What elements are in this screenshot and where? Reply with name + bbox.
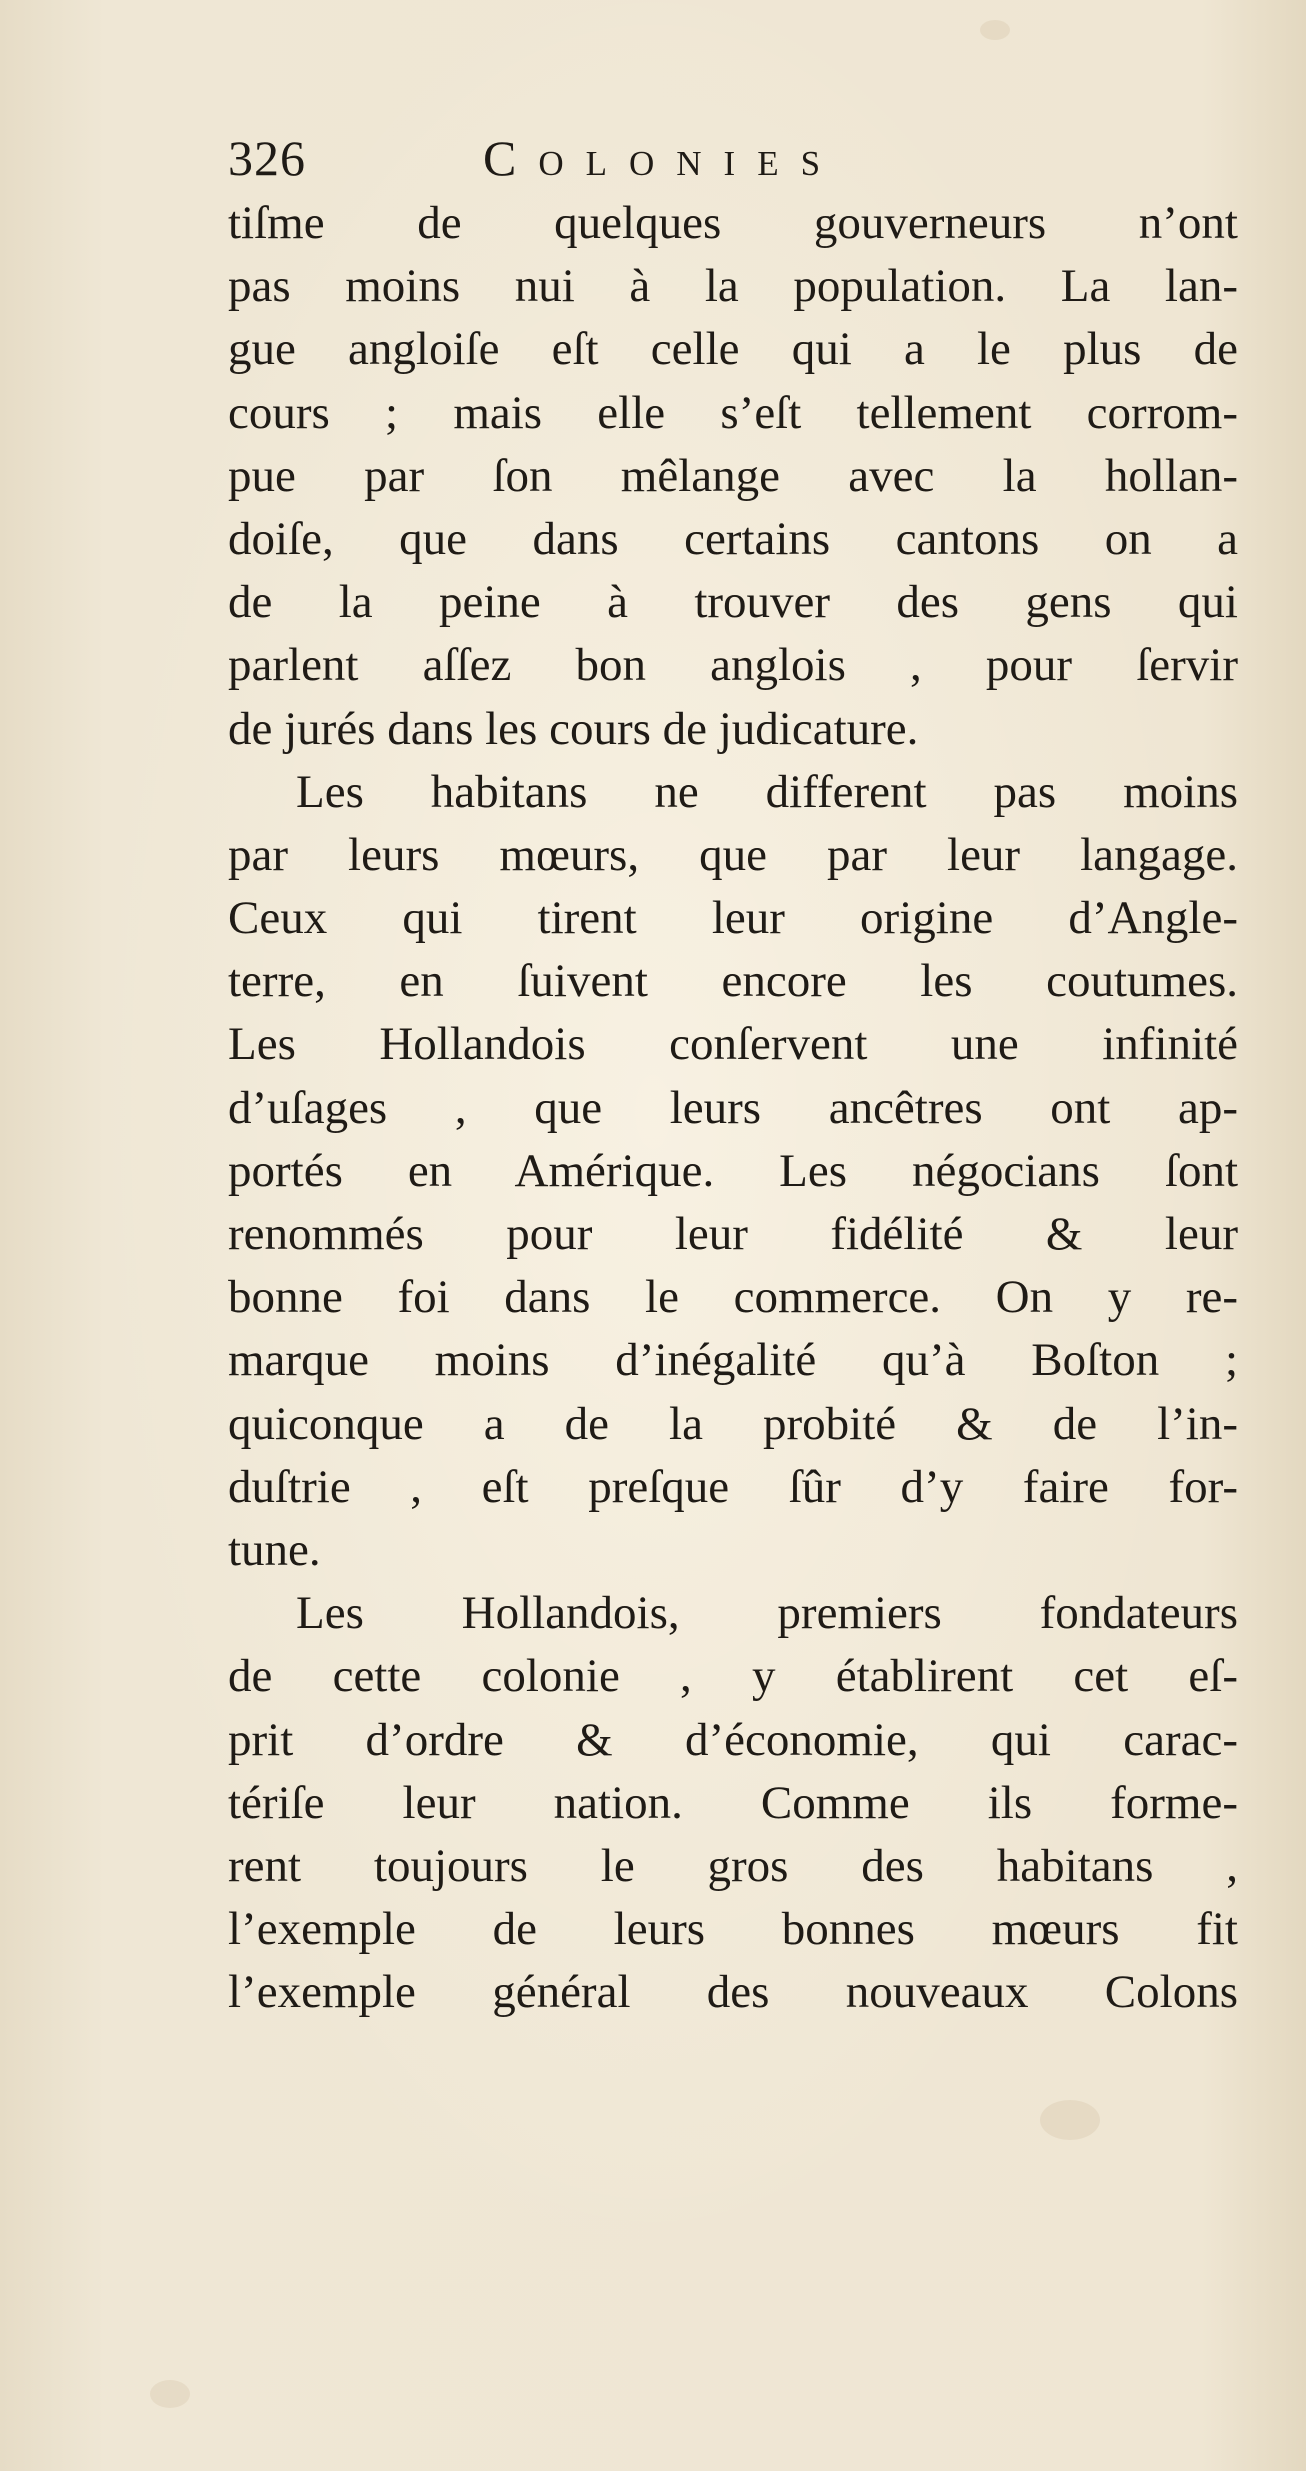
text-line: Les habitans ne different pas moins — [296, 765, 1238, 818]
text-line: pue par ſon mêlange avec la hollan- — [228, 449, 1238, 502]
text-line: tiſme de quelques gouverneurs n’ont — [228, 197, 1238, 249]
text-line: Les Hollandois conſervent une infinité — [228, 1018, 1238, 1071]
text-line: de jurés dans les cours de judicature. — [228, 702, 919, 755]
text-line: renommés pour leur fidélité & leur — [228, 1208, 1238, 1260]
text-line: de la peine à trouver des gens qui — [228, 576, 1238, 629]
text-line: quiconque a de la probité & de l’in- — [228, 1397, 1238, 1450]
paper-stain — [1040, 2100, 1100, 2140]
text-line: prit d’ordre & d’économie, qui carac- — [228, 1713, 1238, 1766]
running-title: Colonies — [483, 130, 843, 186]
text-line: l’exemple de leurs bonnes mœurs fit — [228, 1903, 1238, 1956]
text-line: doiſe, que dans certains cantons on a — [228, 512, 1238, 565]
text-line: bonne foi dans le commerce. On y re- — [228, 1271, 1238, 1324]
text-line: marque moins d’inégalité qu’à Boſton ; — [228, 1334, 1238, 1387]
text-line: tune. — [228, 1523, 321, 1576]
text-line: cours ; mais elle s’eſt tellement corrom- — [228, 386, 1238, 439]
paper-stain — [150, 2380, 190, 2408]
text-line: Les Hollandois, premiers fondateurs — [296, 1587, 1238, 1640]
text-line: d’uſages , que leurs ancêtres ont ap- — [228, 1081, 1238, 1134]
text-line: l’exemple général des nouveaux Colons — [228, 1966, 1238, 2019]
text-line: rent toujours le gros des habitans , — [228, 1839, 1238, 1892]
body-text — [228, 192, 1238, 2024]
text-line: tériſe leur nation. Comme ils forme- — [228, 1776, 1238, 1829]
text-line: pas moins nui à la population. La lan- — [228, 260, 1238, 313]
text-line: Ceux qui tirent leur origine d’Angle- — [228, 892, 1238, 945]
text-line: portés en Amérique. Les négocians ſont — [228, 1144, 1238, 1197]
text-line: par leurs mœurs, que par leur langage. — [228, 828, 1238, 881]
text-line: duſtrie , eſt preſque ſûr d’y faire for- — [228, 1460, 1238, 1513]
text-line: terre, en ſuivent encore les coutumes. — [228, 955, 1238, 1008]
paper-stain — [980, 20, 1010, 40]
text-line: de cette colonie , y établirent cet eſ- — [228, 1650, 1238, 1703]
text-line: gue angloiſe eſt celle qui a le plus de — [228, 323, 1238, 376]
text-line: parlent aſſez bon anglois , pour ſervir — [228, 639, 1238, 692]
page-header — [228, 118, 1088, 198]
page-number: 326 — [228, 130, 306, 186]
